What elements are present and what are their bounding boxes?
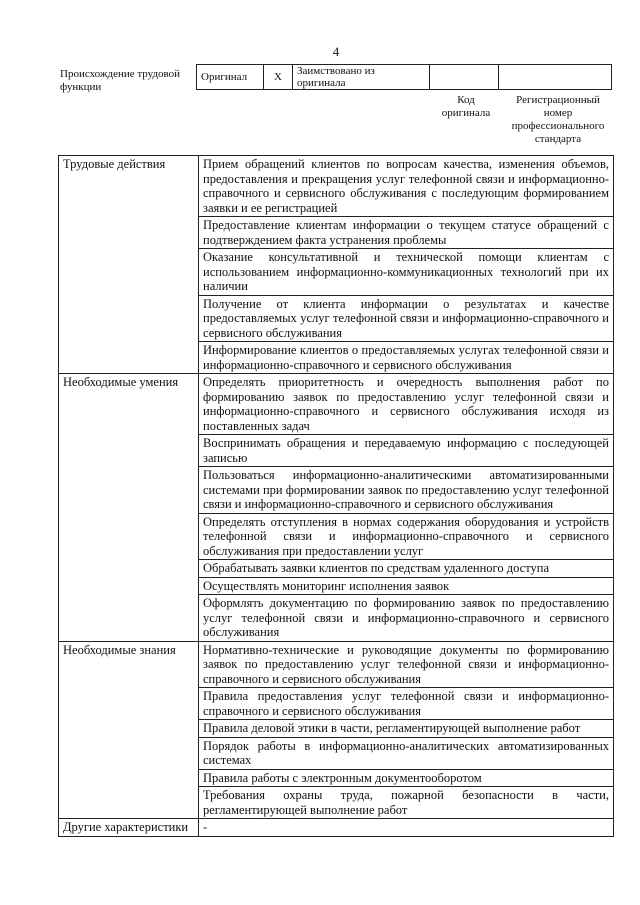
section-title: Необходимые знания xyxy=(59,641,199,819)
section-title: Трудовые действия xyxy=(59,156,199,374)
origin-table xyxy=(196,64,612,90)
section-item: Правила предоставления услуг телефонной связи и информационно-справочного и сервисного обслуживания xyxy=(199,688,614,720)
section-item: Оформлять документацию по формированию заявок по предоставлению услуг телефонной связи и информационно-справочного и сервисного обслуживания xyxy=(199,595,614,642)
origin-label: Происхождение трудовой функции xyxy=(60,68,181,93)
registration-number-caption: Регистрационный номер профессионального стандарта xyxy=(511,94,605,145)
table-row xyxy=(59,374,614,435)
original-code-caption: Код оригинала xyxy=(441,94,491,119)
section-item: Осуществлять мониторинг исполнения заявок xyxy=(199,577,614,595)
section-item: Обрабатывать заявки клиентов по средствам удаленного доступа xyxy=(199,560,614,578)
section-item: Прием обращений клиентов по вопросам качества, изменения объемов, предоставления и прекращения услуг телефонной связи и информационно-справочного и сервисного обслуживания с последующим формированием заявки и ее регистрацией xyxy=(199,156,614,217)
section-item: Требования охраны труда, пожарной безопасности в части, регламентирующей выполнение работ xyxy=(199,787,614,819)
section-item: Пользоваться информационно-аналитическими автоматизированными системами при формировании заявок по предоставлению услуг телефонной связи и информационно-справочного и сервисного обслуживания xyxy=(199,467,614,514)
section-item: Определять приоритетность и очередность выполнения работ по формированию заявок по предоставлению услуг телефонной связи и информационно-справочного и сервисного обслуживания исходя из поставленных задач xyxy=(199,374,614,435)
original-label: Оригинал xyxy=(197,65,264,90)
section-item: Порядок работы в информационно-аналитических автоматизированных системах xyxy=(199,737,614,769)
table-row xyxy=(59,819,614,837)
section-item: Воспринимать обращения и передаваемую информацию с последующей записью xyxy=(199,435,614,467)
page-number: 4 xyxy=(332,44,340,59)
table-row xyxy=(59,156,614,217)
original-code-cell xyxy=(430,65,499,90)
borrowed-label: Заимствовано из оригинала xyxy=(293,65,430,90)
section-item: Предоставление клиентам информации о текущем статусе обращений с подтверждением факта устранения проблемы xyxy=(199,217,614,249)
table-row xyxy=(59,641,614,688)
section-item: Оказание консультативной и технической помощи клиентам с использованием информационно-коммуникационных технологий при их наличии xyxy=(199,249,614,296)
original-mark: X xyxy=(264,65,293,90)
section-item: Правила деловой этики в части, регламентирующей выполнение работ xyxy=(199,720,614,738)
section-item: Нормативно-технические и руководящие документы по формированию заявок по предоставлению услуг телефонной связи и информационно-справочного и сервисного обслуживания xyxy=(199,641,614,688)
labour-function-table xyxy=(58,155,614,837)
section-item: Определять отступления в нормах содержания оборудования и устройств телефонной связи и информационно-справочного и сервисного обслуживания при предоставлении услуг xyxy=(199,513,614,560)
section-item: - xyxy=(199,819,614,837)
section-item: Правила работы с электронным документооборотом xyxy=(199,769,614,787)
section-item: Информирование клиентов о предоставляемых услугах телефонной связи и информационно-справочного и сервисного обслуживания xyxy=(199,342,614,374)
section-item: Получение от клиента информации о результатах и качестве предоставляемых услуг телефонной связи и информационно-справочного и сервисного обслуживания xyxy=(199,295,614,342)
registration-number-cell xyxy=(499,65,612,90)
section-title: Другие характеристики xyxy=(59,819,199,837)
section-title: Необходимые умения xyxy=(59,374,199,642)
